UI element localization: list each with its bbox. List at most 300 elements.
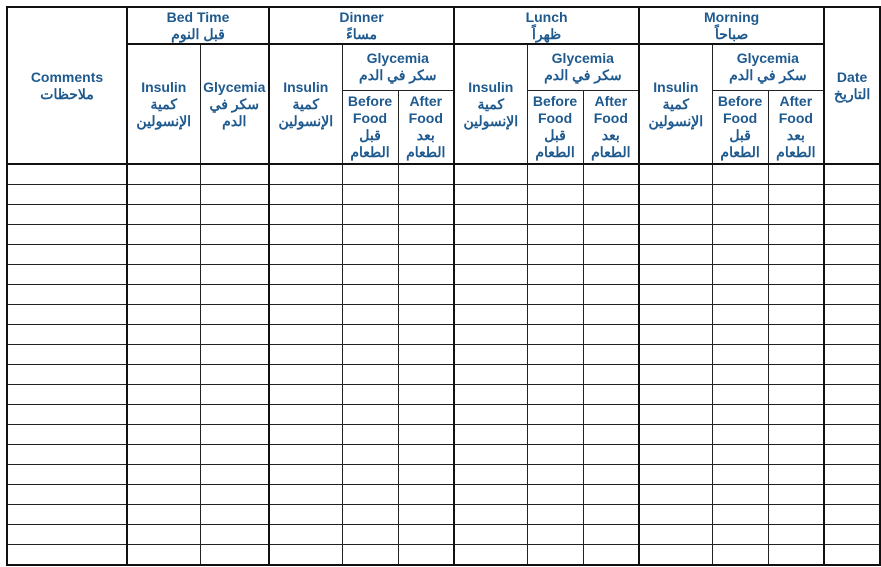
lunch-before-food-cell[interactable] (527, 325, 583, 345)
morning-before-food-cell[interactable] (712, 485, 768, 505)
comments-cell[interactable] (7, 385, 127, 405)
morning-insulin-cell[interactable] (639, 505, 712, 525)
lunch-after-food-cell[interactable] (583, 205, 639, 225)
lunch-before-food-cell[interactable] (527, 185, 583, 205)
bed-time-insulin-cell[interactable] (127, 225, 200, 245)
lunch-header: Lunch ظهراً (454, 7, 639, 44)
date-cell[interactable] (824, 185, 880, 205)
bed-time-glycemia-cell[interactable] (200, 285, 269, 305)
dinner-after-food-cell[interactable] (398, 245, 454, 265)
bed-time-insulin-header: Insulin كمية الإنسولين (127, 44, 200, 164)
comments-cell[interactable] (7, 164, 127, 185)
bed-time-insulin-cell[interactable] (127, 545, 200, 566)
dinner-after-food-cell[interactable] (398, 305, 454, 325)
lunch-after-food-cell[interactable] (583, 445, 639, 465)
dinner-before-food-cell[interactable] (342, 285, 398, 305)
table-row (7, 164, 880, 185)
table-row (7, 525, 880, 545)
dinner-insulin-cell[interactable] (269, 245, 342, 265)
morning-header: Morning صباحاً (639, 7, 824, 44)
morning-before-food-header: Before Food قبل الطعام (712, 90, 768, 164)
dinner-after-food-cell[interactable] (398, 405, 454, 425)
morning-after-food-cell[interactable] (768, 445, 824, 465)
lunch-after-food-cell[interactable] (583, 164, 639, 185)
table-row (7, 325, 880, 345)
bed-time-insulin-cell[interactable] (127, 164, 200, 185)
lunch-insulin-cell[interactable] (454, 345, 527, 365)
dinner-insulin-cell[interactable] (269, 445, 342, 465)
lunch-insulin-cell[interactable] (454, 185, 527, 205)
lunch-before-food-cell[interactable] (527, 245, 583, 265)
morning-insulin-cell[interactable] (639, 545, 712, 566)
dinner-insulin-cell[interactable] (269, 325, 342, 345)
bed-time-insulin-cell[interactable] (127, 405, 200, 425)
lunch-after-food-cell[interactable] (583, 425, 639, 445)
dinner-before-food-cell[interactable] (342, 305, 398, 325)
lunch-after-food-cell[interactable] (583, 465, 639, 485)
table-row (7, 365, 880, 385)
date-cell[interactable] (824, 485, 880, 505)
morning-before-food-cell[interactable] (712, 525, 768, 545)
morning-after-food-cell[interactable] (768, 545, 824, 566)
bed-time-glycemia-cell[interactable] (200, 545, 269, 566)
morning-before-food-cell[interactable] (712, 225, 768, 245)
morning-after-food-cell[interactable] (768, 465, 824, 485)
morning-before-food-cell[interactable] (712, 385, 768, 405)
morning-insulin-cell[interactable] (639, 305, 712, 325)
morning-after-food-cell[interactable] (768, 425, 824, 445)
dinner-before-food-cell[interactable] (342, 225, 398, 245)
date-cell[interactable] (824, 545, 880, 566)
lunch-before-food-cell[interactable] (527, 445, 583, 465)
dinner-insulin-cell[interactable] (269, 525, 342, 545)
date-cell[interactable] (824, 525, 880, 545)
dinner-before-food-cell[interactable] (342, 465, 398, 485)
morning-before-food-cell[interactable] (712, 205, 768, 225)
lunch-after-food-cell[interactable] (583, 405, 639, 425)
dinner-before-food-cell[interactable] (342, 164, 398, 185)
dinner-before-food-cell[interactable] (342, 265, 398, 285)
comments-cell[interactable] (7, 545, 127, 566)
dinner-glycemia-header: Glycemia سكر في الدم (342, 44, 454, 90)
morning-before-food-cell[interactable] (712, 505, 768, 525)
comments-cell[interactable] (7, 445, 127, 465)
lunch-insulin-cell[interactable] (454, 285, 527, 305)
log-body (7, 164, 880, 565)
lunch-insulin-cell[interactable] (454, 325, 527, 345)
table-row (7, 225, 880, 245)
bed-time-insulin-cell[interactable] (127, 505, 200, 525)
bed-time-insulin-cell[interactable] (127, 525, 200, 545)
bed-time-glycemia-cell[interactable] (200, 345, 269, 365)
comments-cell[interactable] (7, 405, 127, 425)
bed-time-insulin-cell[interactable] (127, 365, 200, 385)
lunch-insulin-header: Insulin كمية الإنسولين (454, 44, 527, 164)
morning-insulin-cell[interactable] (639, 525, 712, 545)
morning-insulin-cell[interactable] (639, 365, 712, 385)
dinner-before-food-cell[interactable] (342, 245, 398, 265)
dinner-after-food-cell[interactable] (398, 505, 454, 525)
lunch-before-food-cell[interactable] (527, 365, 583, 385)
date-cell[interactable] (824, 365, 880, 385)
bed-time-glycemia-cell[interactable] (200, 485, 269, 505)
lunch-insulin-cell[interactable] (454, 445, 527, 465)
morning-before-food-cell[interactable] (712, 345, 768, 365)
dinner-before-food-cell[interactable] (342, 325, 398, 345)
dinner-insulin-cell[interactable] (269, 505, 342, 525)
bed-time-glycemia-cell[interactable] (200, 325, 269, 345)
lunch-before-food-cell[interactable] (527, 425, 583, 445)
bed-time-glycemia-cell[interactable] (200, 425, 269, 445)
bed-time-glycemia-cell[interactable] (200, 365, 269, 385)
morning-after-food-cell[interactable] (768, 485, 824, 505)
comments-cell[interactable] (7, 205, 127, 225)
morning-after-food-cell[interactable] (768, 285, 824, 305)
morning-before-food-cell[interactable] (712, 265, 768, 285)
comments-cell[interactable] (7, 465, 127, 485)
dinner-insulin-cell[interactable] (269, 205, 342, 225)
dinner-after-food-cell[interactable] (398, 425, 454, 445)
morning-insulin-cell[interactable] (639, 385, 712, 405)
bed-time-insulin-cell[interactable] (127, 305, 200, 325)
morning-insulin-cell[interactable] (639, 164, 712, 185)
lunch-before-food-cell[interactable] (527, 205, 583, 225)
lunch-insulin-cell[interactable] (454, 305, 527, 325)
comments-cell[interactable] (7, 525, 127, 545)
bed-time-glycemia-cell[interactable] (200, 185, 269, 205)
table-row (7, 545, 880, 566)
dinner-after-food-cell[interactable] (398, 385, 454, 405)
morning-before-food-cell[interactable] (712, 325, 768, 345)
lunch-before-food-cell[interactable] (527, 345, 583, 365)
morning-before-food-cell[interactable] (712, 405, 768, 425)
date-cell[interactable] (824, 465, 880, 485)
dinner-after-food-cell[interactable] (398, 365, 454, 385)
morning-after-food-cell[interactable] (768, 185, 824, 205)
dinner-before-food-cell[interactable] (342, 505, 398, 525)
lunch-before-food-cell[interactable] (527, 525, 583, 545)
dinner-before-food-cell[interactable] (342, 385, 398, 405)
date-cell[interactable] (824, 164, 880, 185)
lunch-before-food-header: Before Food قبل الطعام (527, 90, 583, 164)
lunch-insulin-cell[interactable] (454, 405, 527, 425)
comments-cell[interactable] (7, 505, 127, 525)
lunch-insulin-cell[interactable] (454, 545, 527, 566)
comments-cell[interactable] (7, 325, 127, 345)
bed-time-insulin-cell[interactable] (127, 325, 200, 345)
dinner-before-food-cell[interactable] (342, 205, 398, 225)
comments-cell[interactable] (7, 425, 127, 445)
dinner-insulin-cell[interactable] (269, 305, 342, 325)
bed-time-insulin-cell[interactable] (127, 385, 200, 405)
dinner-before-food-cell[interactable] (342, 525, 398, 545)
morning-before-food-cell[interactable] (712, 245, 768, 265)
morning-before-food-cell[interactable] (712, 545, 768, 566)
lunch-after-food-cell[interactable] (583, 485, 639, 505)
dinner-insulin-cell[interactable] (269, 405, 342, 425)
lunch-before-food-cell[interactable] (527, 485, 583, 505)
lunch-insulin-cell[interactable] (454, 205, 527, 225)
lunch-insulin-cell[interactable] (454, 525, 527, 545)
morning-after-food-cell[interactable] (768, 164, 824, 185)
morning-insulin-cell[interactable] (639, 445, 712, 465)
dinner-insulin-cell[interactable] (269, 365, 342, 385)
lunch-after-food-cell[interactable] (583, 245, 639, 265)
morning-before-food-cell[interactable] (712, 465, 768, 485)
bed-time-insulin-cell[interactable] (127, 205, 200, 225)
morning-insulin-cell[interactable] (639, 245, 712, 265)
lunch-after-food-cell[interactable] (583, 185, 639, 205)
lunch-after-food-header: After Food بعد الطعام (583, 90, 639, 164)
dinner-before-food-cell[interactable] (342, 425, 398, 445)
bed-time-glycemia-cell[interactable] (200, 265, 269, 285)
comments-cell[interactable] (7, 185, 127, 205)
dinner-after-food-cell[interactable] (398, 225, 454, 245)
morning-before-food-cell[interactable] (712, 164, 768, 185)
dinner-after-food-cell[interactable] (398, 545, 454, 566)
morning-insulin-cell[interactable] (639, 485, 712, 505)
dinner-insulin-cell[interactable] (269, 385, 342, 405)
dinner-insulin-cell[interactable] (269, 265, 342, 285)
lunch-after-food-cell[interactable] (583, 545, 639, 566)
date-cell[interactable] (824, 285, 880, 305)
morning-after-food-cell[interactable] (768, 365, 824, 385)
bed-time-insulin-cell[interactable] (127, 465, 200, 485)
morning-after-food-cell[interactable] (768, 265, 824, 285)
morning-after-food-cell[interactable] (768, 325, 824, 345)
morning-glycemia-header: Glycemia سكر في الدم (712, 44, 824, 90)
dinner-insulin-cell[interactable] (269, 465, 342, 485)
lunch-after-food-cell[interactable] (583, 505, 639, 525)
date-cell[interactable] (824, 225, 880, 245)
lunch-insulin-cell[interactable] (454, 485, 527, 505)
bed-time-glycemia-cell[interactable] (200, 525, 269, 545)
lunch-insulin-cell[interactable] (454, 425, 527, 445)
bed-time-header: Bed Time قبل النوم (127, 7, 269, 44)
morning-before-food-cell[interactable] (712, 365, 768, 385)
table-row (7, 245, 880, 265)
lunch-after-food-cell[interactable] (583, 385, 639, 405)
morning-before-food-cell[interactable] (712, 285, 768, 305)
lunch-before-food-cell[interactable] (527, 164, 583, 185)
dinner-before-food-cell[interactable] (342, 345, 398, 365)
morning-after-food-cell[interactable] (768, 405, 824, 425)
lunch-after-food-cell[interactable] (583, 365, 639, 385)
morning-insulin-cell[interactable] (639, 285, 712, 305)
bed-time-glycemia-cell[interactable] (200, 465, 269, 485)
morning-insulin-cell[interactable] (639, 205, 712, 225)
morning-after-food-header: After Food بعد الطعام (768, 90, 824, 164)
bed-time-insulin-cell[interactable] (127, 345, 200, 365)
dinner-after-food-cell[interactable] (398, 465, 454, 485)
dinner-insulin-cell[interactable] (269, 345, 342, 365)
lunch-before-food-cell[interactable] (527, 505, 583, 525)
bed-time-glycemia-cell[interactable] (200, 405, 269, 425)
morning-insulin-header: Insulin كمية الإنسولين (639, 44, 712, 164)
lunch-before-food-cell[interactable] (527, 465, 583, 485)
comments-cell[interactable] (7, 225, 127, 245)
table-row (7, 405, 880, 425)
dinner-header: Dinner مساءً (269, 7, 454, 44)
dinner-after-food-cell[interactable] (398, 285, 454, 305)
date-cell[interactable] (824, 305, 880, 325)
comments-cell[interactable] (7, 265, 127, 285)
dinner-before-food-header: Before Food قبل الطعام (342, 90, 398, 164)
morning-insulin-cell[interactable] (639, 325, 712, 345)
table-row (7, 205, 880, 225)
lunch-after-food-cell[interactable] (583, 225, 639, 245)
date-cell[interactable] (824, 265, 880, 285)
dinner-before-food-cell[interactable] (342, 485, 398, 505)
bed-time-glycemia-cell[interactable] (200, 225, 269, 245)
dinner-before-food-cell[interactable] (342, 405, 398, 425)
date-cell[interactable] (824, 505, 880, 525)
morning-after-food-cell[interactable] (768, 305, 824, 325)
bed-time-insulin-cell[interactable] (127, 445, 200, 465)
date-cell[interactable] (824, 385, 880, 405)
lunch-after-food-cell[interactable] (583, 305, 639, 325)
date-cell[interactable] (824, 425, 880, 445)
bed-time-insulin-cell[interactable] (127, 485, 200, 505)
morning-after-food-cell[interactable] (768, 505, 824, 525)
lunch-glycemia-header: Glycemia سكر في الدم (527, 44, 639, 90)
morning-insulin-cell[interactable] (639, 425, 712, 445)
dinner-after-food-cell[interactable] (398, 205, 454, 225)
table-row (7, 445, 880, 465)
lunch-insulin-cell[interactable] (454, 385, 527, 405)
lunch-insulin-cell[interactable] (454, 365, 527, 385)
bed-time-glycemia-header: Glycemia سكر في الدم (200, 44, 269, 164)
morning-insulin-cell[interactable] (639, 225, 712, 245)
table-row (7, 305, 880, 325)
dinner-insulin-cell[interactable] (269, 285, 342, 305)
lunch-before-food-cell[interactable] (527, 305, 583, 325)
morning-before-food-cell[interactable] (712, 425, 768, 445)
date-cell[interactable] (824, 245, 880, 265)
lunch-insulin-cell[interactable] (454, 465, 527, 485)
lunch-after-food-cell[interactable] (583, 265, 639, 285)
bed-time-glycemia-cell[interactable] (200, 164, 269, 185)
table-row (7, 265, 880, 285)
dinner-before-food-cell[interactable] (342, 185, 398, 205)
date-cell[interactable] (824, 345, 880, 365)
dinner-insulin-cell[interactable] (269, 164, 342, 185)
morning-insulin-cell[interactable] (639, 465, 712, 485)
lunch-insulin-cell[interactable] (454, 265, 527, 285)
dinner-insulin-cell[interactable] (269, 545, 342, 566)
lunch-before-food-cell[interactable] (527, 265, 583, 285)
date-cell[interactable] (824, 205, 880, 225)
dinner-after-food-header: After Food بعد الطعام (398, 90, 454, 164)
lunch-after-food-cell[interactable] (583, 325, 639, 345)
dinner-after-food-cell[interactable] (398, 345, 454, 365)
lunch-insulin-cell[interactable] (454, 505, 527, 525)
table-row (7, 485, 880, 505)
bed-time-insulin-cell[interactable] (127, 285, 200, 305)
morning-insulin-cell[interactable] (639, 265, 712, 285)
lunch-after-food-cell[interactable] (583, 525, 639, 545)
dinner-after-food-cell[interactable] (398, 164, 454, 185)
dinner-insulin-header: Insulin كمية الإنسولين (269, 44, 342, 164)
morning-insulin-cell[interactable] (639, 345, 712, 365)
dinner-after-food-cell[interactable] (398, 325, 454, 345)
dinner-before-food-cell[interactable] (342, 545, 398, 566)
date-cell[interactable] (824, 405, 880, 425)
dinner-insulin-cell[interactable] (269, 185, 342, 205)
lunch-before-food-cell[interactable] (527, 385, 583, 405)
dinner-insulin-cell[interactable] (269, 425, 342, 445)
lunch-after-food-cell[interactable] (583, 345, 639, 365)
morning-after-food-cell[interactable] (768, 225, 824, 245)
table-row (7, 465, 880, 485)
glycemia-log-table (6, 6, 881, 566)
comments-header: Comments ملاحظات (7, 7, 127, 164)
comments-cell[interactable] (7, 365, 127, 385)
lunch-insulin-cell[interactable] (454, 245, 527, 265)
dinner-after-food-cell[interactable] (398, 265, 454, 285)
bed-time-glycemia-cell[interactable] (200, 205, 269, 225)
comments-cell[interactable] (7, 305, 127, 325)
date-header: Date التاريخ (824, 7, 880, 164)
morning-after-food-cell[interactable] (768, 385, 824, 405)
dinner-after-food-cell[interactable] (398, 185, 454, 205)
lunch-after-food-cell[interactable] (583, 285, 639, 305)
lunch-insulin-cell[interactable] (454, 164, 527, 185)
morning-after-food-cell[interactable] (768, 525, 824, 545)
bed-time-glycemia-cell[interactable] (200, 305, 269, 325)
comments-cell[interactable] (7, 285, 127, 305)
comments-cell[interactable] (7, 345, 127, 365)
bed-time-glycemia-cell[interactable] (200, 385, 269, 405)
morning-before-food-cell[interactable] (712, 185, 768, 205)
dinner-after-food-cell[interactable] (398, 525, 454, 545)
bed-time-insulin-cell[interactable] (127, 245, 200, 265)
dinner-before-food-cell[interactable] (342, 445, 398, 465)
morning-after-food-cell[interactable] (768, 345, 824, 365)
date-cell[interactable] (824, 445, 880, 465)
lunch-before-food-cell[interactable] (527, 405, 583, 425)
dinner-insulin-cell[interactable] (269, 225, 342, 245)
morning-before-food-cell[interactable] (712, 305, 768, 325)
morning-before-food-cell[interactable] (712, 445, 768, 465)
lunch-insulin-cell[interactable] (454, 225, 527, 245)
morning-insulin-cell[interactable] (639, 405, 712, 425)
bed-time-insulin-cell[interactable] (127, 425, 200, 445)
morning-after-food-cell[interactable] (768, 205, 824, 225)
table-row (7, 285, 880, 305)
comments-cell[interactable] (7, 245, 127, 265)
bed-time-glycemia-cell[interactable] (200, 505, 269, 525)
dinner-insulin-cell[interactable] (269, 485, 342, 505)
bed-time-glycemia-cell[interactable] (200, 445, 269, 465)
dinner-after-food-cell[interactable] (398, 485, 454, 505)
bed-time-insulin-cell[interactable] (127, 185, 200, 205)
lunch-before-food-cell[interactable] (527, 225, 583, 245)
table-row (7, 185, 880, 205)
morning-insulin-cell[interactable] (639, 185, 712, 205)
table-row (7, 425, 880, 445)
dinner-after-food-cell[interactable] (398, 445, 454, 465)
dinner-before-food-cell[interactable] (342, 365, 398, 385)
lunch-before-food-cell[interactable] (527, 545, 583, 566)
date-cell[interactable] (824, 325, 880, 345)
bed-time-insulin-cell[interactable] (127, 265, 200, 285)
morning-after-food-cell[interactable] (768, 245, 824, 265)
table-row (7, 385, 880, 405)
lunch-before-food-cell[interactable] (527, 285, 583, 305)
comments-cell[interactable] (7, 485, 127, 505)
bed-time-glycemia-cell[interactable] (200, 245, 269, 265)
